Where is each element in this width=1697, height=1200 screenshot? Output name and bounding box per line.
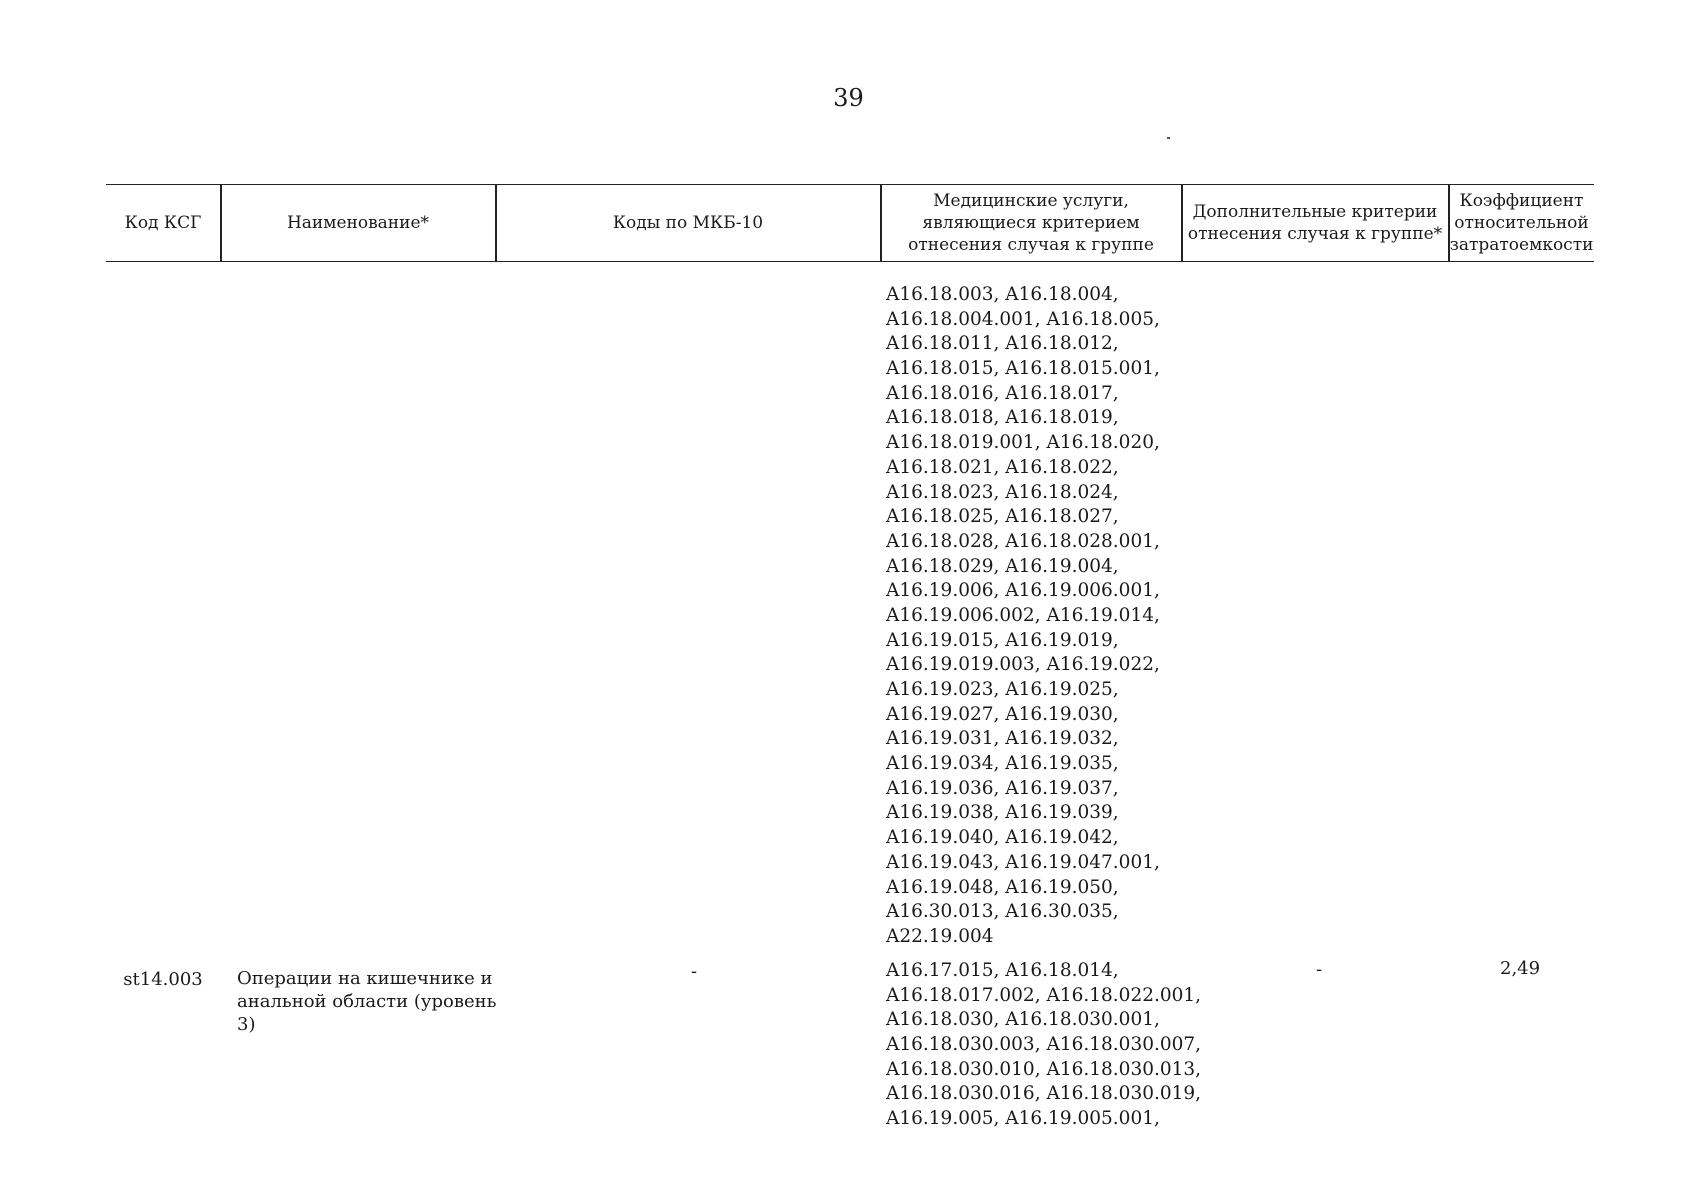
table-header [106, 184, 1594, 262]
service-code-line: A16.19.019.003, A16.19.022, [886, 654, 1160, 676]
service-code-line: A16.18.030.016, A16.18.030.019, [886, 1083, 1202, 1105]
service-code-line: A16.19.027, A16.19.030, [886, 703, 1119, 725]
service-code-line: A16.30.013, A16.30.035, [886, 901, 1119, 923]
header-name: Наименование* [286, 213, 430, 233]
service-code-line: A16.18.004.001, A16.18.005, [886, 308, 1160, 330]
service-code-line: A16.18.015, A16.18.015.001, [886, 358, 1160, 380]
service-code-line: A16.18.003, A16.18.004, [886, 284, 1119, 305]
service-code-line: A16.19.023, A16.19.025, [886, 679, 1119, 700]
extra-criteria: - [1316, 959, 1323, 980]
ksg-code: st14.003 [123, 969, 203, 990]
service-code-line: A16.18.029, A16.19.004, [886, 555, 1119, 577]
service-code-line: A16.19.015, A16.19.019, [886, 629, 1119, 651]
service-code-line: A16.19.038, A16.19.039, [886, 802, 1119, 824]
header-coefficient: Коэффициент относительной затратоемкости [1449, 191, 1594, 255]
header-mkb: Коды по МКБ-10 [612, 213, 764, 233]
service-code-line: A16.18.018, A16.18.019, [886, 407, 1119, 429]
service-code-line: A16.18.030.010, A16.18.030.013, [886, 1058, 1202, 1080]
service-code-line: A16.17.015, A16.18.014, [886, 960, 1119, 981]
service-code-line: A16.19.031, A16.19.032, [886, 728, 1119, 750]
page-number: 39 [833, 84, 864, 112]
service-code-line: A22.19.004 [886, 925, 994, 947]
service-code-line: A16.18.017.002, A16.18.022.001, [886, 984, 1202, 1006]
service-code-line: A16.18.019.001, A16.18.020, [886, 432, 1160, 454]
service-code-line: A16.18.011, A16.18.012, [886, 333, 1119, 355]
service-code-line: A16.19.043, A16.19.047.001, [886, 851, 1160, 873]
ksg-name: Операции на кишечнике и анальной области (уровень 3) [237, 968, 497, 1035]
service-code-line: A16.19.048, A16.19.050, [886, 876, 1119, 898]
service-code-line: A16.18.030.003, A16.18.030.007, [886, 1034, 1202, 1056]
service-code-line: A16.19.036, A16.19.037, [886, 777, 1119, 799]
service-code-line: A16.18.025, A16.18.027, [886, 506, 1119, 528]
service-code-line: A16.18.028, A16.18.028.001, [886, 530, 1160, 552]
cost-coefficient: 2,49 [1500, 958, 1541, 979]
header-services: Медицинские услуги, являющиеся критерием отнесения случая к группе [908, 191, 1154, 255]
service-code-line: A16.19.006, A16.19.006.001, [886, 580, 1160, 602]
header-code: Код КСГ [124, 213, 202, 233]
services-list-continued [886, 283, 1160, 950]
scan-speck [1167, 137, 1170, 139]
service-code-line: A16.18.016, A16.18.017, [886, 382, 1119, 404]
header-extra-criteria: Дополнительные критерии отнесения случая к группе* [1187, 202, 1443, 244]
service-code-line: A16.19.034, A16.19.035, [886, 753, 1119, 775]
services-list [886, 959, 1201, 1132]
service-code-line: A16.18.021, A16.18.022, [886, 456, 1119, 478]
service-code-line: A16.19.006.002, A16.19.014, [886, 604, 1160, 626]
service-code-line: A16.19.005, A16.19.005.001, [886, 1108, 1160, 1130]
service-code-line: A16.18.023, A16.18.024, [886, 481, 1119, 503]
service-code-line: A16.19.040, A16.19.042, [886, 827, 1119, 849]
service-code-line: A16.18.030, A16.18.030.001, [886, 1009, 1160, 1031]
mkb-codes: - [691, 961, 698, 982]
